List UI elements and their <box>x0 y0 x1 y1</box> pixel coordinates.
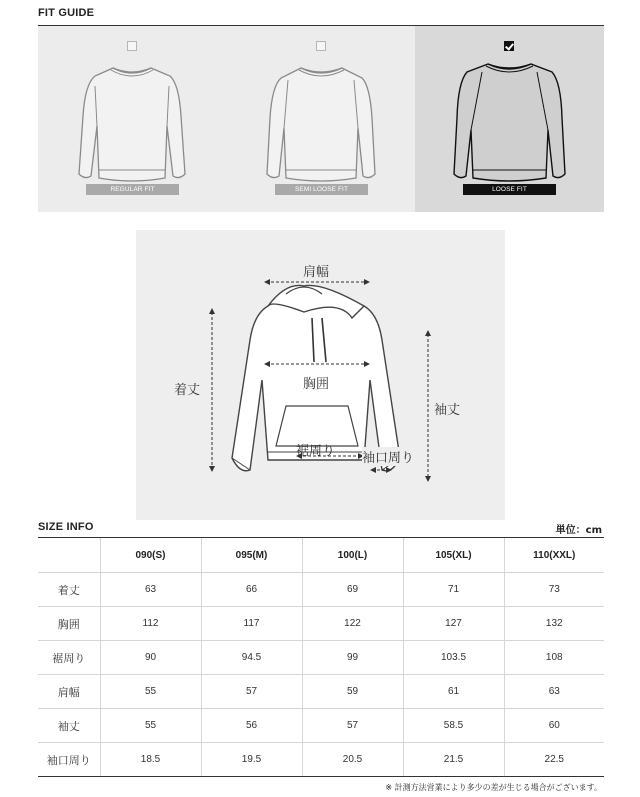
semi-loose-fit-label: SEMI LOOSE FIT <box>275 184 368 195</box>
table-cell: 73 <box>504 573 604 607</box>
table-cell: 22.5 <box>504 743 604 777</box>
table-row <box>38 743 604 777</box>
fit-guide-panel <box>38 26 604 212</box>
loose-fit-label: LOOSE FIT <box>463 184 556 195</box>
table-cell: 58.5 <box>403 709 504 743</box>
regular-fit-checkbox[interactable] <box>127 41 137 51</box>
table-cell: 56 <box>201 709 302 743</box>
loose-fit-checkbox-checked[interactable] <box>504 41 514 51</box>
cuff-label: 袖口周り <box>362 447 414 466</box>
table-cell: 132 <box>504 607 604 641</box>
row-label: 裾周り <box>38 641 100 675</box>
table-cell: 61 <box>403 675 504 709</box>
unit-label: 単位：cm <box>555 525 602 536</box>
table-row <box>38 675 604 709</box>
regular-fit-label: REGULAR FIT <box>86 184 179 195</box>
regular-fit-sweatshirt-icon <box>75 56 190 196</box>
row-label: 袖丈 <box>38 709 100 743</box>
fit-guide-title: FIT GUIDE <box>38 7 95 19</box>
table-cell: 59 <box>302 675 403 709</box>
measurement-diagram <box>136 230 505 520</box>
row-label: 肩幅 <box>38 675 100 709</box>
table-cell: 21.5 <box>403 743 504 777</box>
header-cell-empty <box>38 538 100 573</box>
row-label: 着丈 <box>38 573 100 607</box>
row-label: 袖口周り <box>38 743 100 777</box>
fit-option-loose[interactable] <box>415 26 604 212</box>
table-cell: 71 <box>403 573 504 607</box>
size-info-title: SIZE INFO <box>38 521 94 533</box>
hem-label: 裾周り <box>296 444 336 459</box>
table-cell: 18.5 <box>100 743 201 777</box>
table-cell: 108 <box>504 641 604 675</box>
shoulder-width-label: 肩幅 <box>303 265 330 280</box>
table-header-row <box>38 538 604 573</box>
table-cell: 117 <box>201 607 302 641</box>
table-cell: 55 <box>100 709 201 743</box>
table-cell: 127 <box>403 607 504 641</box>
fit-option-regular[interactable] <box>38 26 227 212</box>
header-cell-size: 110(XXL) <box>504 538 604 573</box>
table-cell: 122 <box>302 607 403 641</box>
table-cell: 69 <box>302 573 403 607</box>
table-cell: 63 <box>100 573 201 607</box>
table-cell: 20.5 <box>302 743 403 777</box>
table-cell: 90 <box>100 641 201 675</box>
table-cell: 66 <box>201 573 302 607</box>
semi-loose-fit-checkbox[interactable] <box>316 41 326 51</box>
table-cell: 19.5 <box>201 743 302 777</box>
table-cell: 103.5 <box>403 641 504 675</box>
semi-loose-fit-sweatshirt-icon <box>264 56 379 196</box>
sleeve-length-label: 袖丈 <box>434 403 461 418</box>
table-cell: 99 <box>302 641 403 675</box>
row-label: 胸囲 <box>38 607 100 641</box>
table-cell: 63 <box>504 675 604 709</box>
table-row <box>38 709 604 743</box>
measurement-note: ※ 計測方法営業により多少の差が生じる場合がございます。 <box>385 783 602 792</box>
table-cell: 57 <box>302 709 403 743</box>
table-cell: 60 <box>504 709 604 743</box>
chest-label: 胸囲 <box>303 377 330 392</box>
header-cell-size: 090(S) <box>100 538 201 573</box>
header-cell-size: 100(L) <box>302 538 403 573</box>
size-table <box>38 538 604 777</box>
table-cell: 94.5 <box>201 641 302 675</box>
header-cell-size: 095(M) <box>201 538 302 573</box>
header-cell-size: 105(XL) <box>403 538 504 573</box>
table-cell: 112 <box>100 607 201 641</box>
table-row <box>38 641 604 675</box>
loose-fit-sweatshirt-icon <box>452 56 567 196</box>
table-cell: 57 <box>201 675 302 709</box>
table-row <box>38 607 604 641</box>
fit-option-semi-loose[interactable] <box>227 26 416 212</box>
table-row <box>38 573 604 607</box>
table-cell: 55 <box>100 675 201 709</box>
length-label: 着丈 <box>174 383 201 398</box>
